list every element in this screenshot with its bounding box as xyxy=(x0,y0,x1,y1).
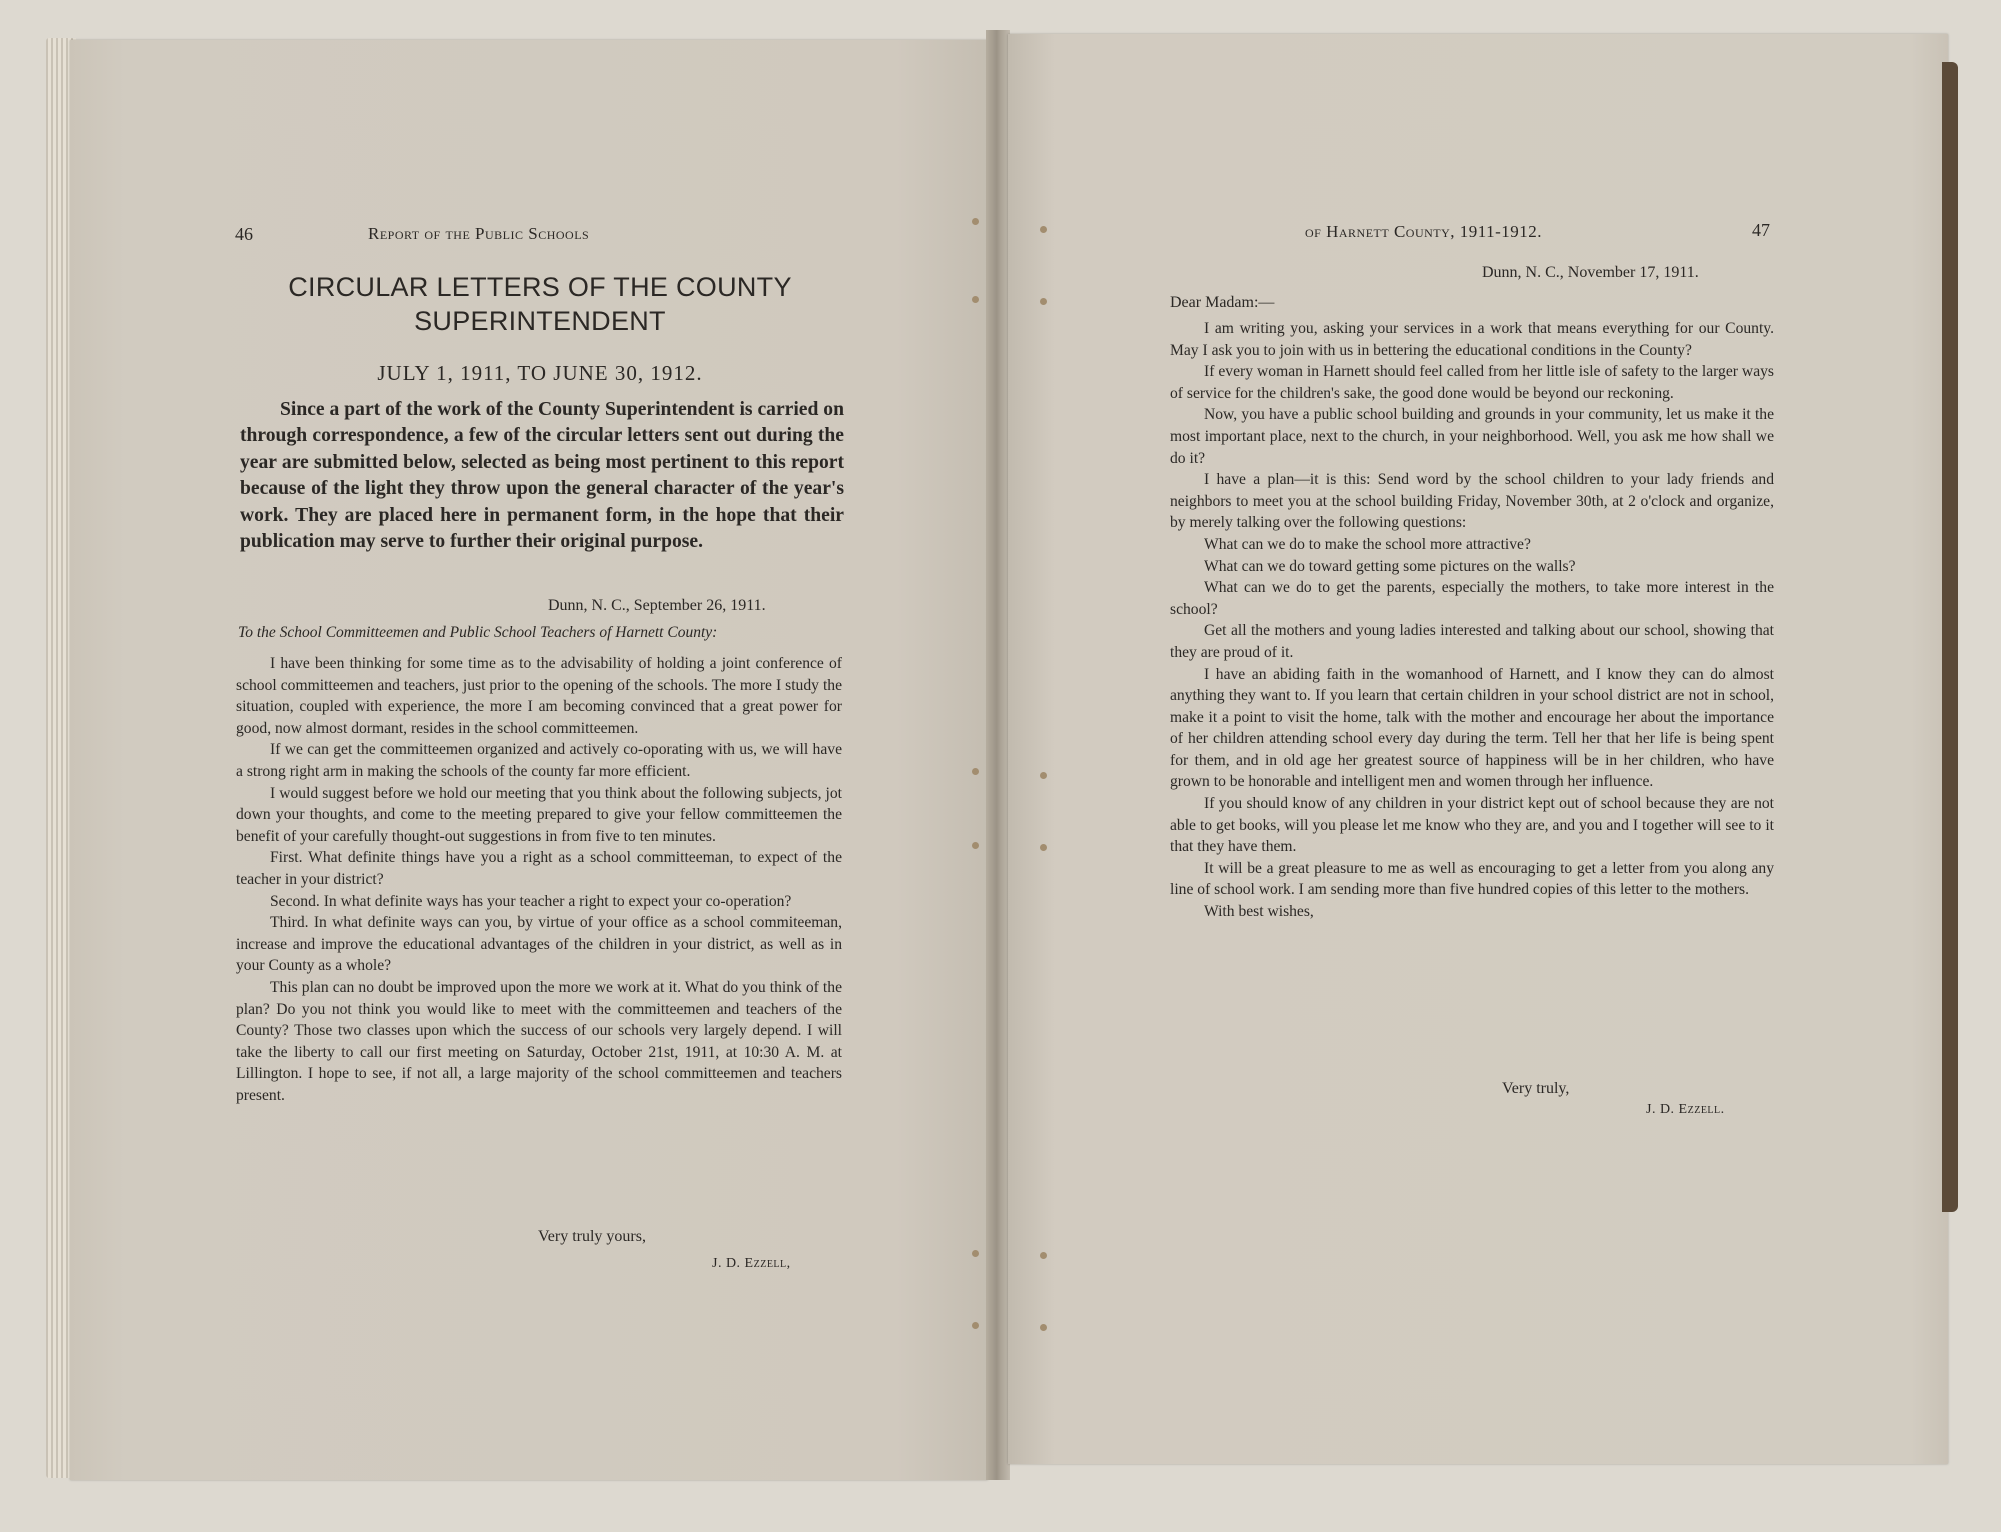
title-line-2: SUPERINTENDENT xyxy=(414,306,666,336)
right-paragraph: It will be a great pleasure to me as well as encouraging to get a letter from you along any line of school work. I am sending more than five hundred copies of this letter to the mothers. xyxy=(1170,859,1774,899)
intro-paragraph: Since a part of the work of the County Superintendent is carried on through correspondence, a few of the circular letters sent out during the year are submitted below, selected as being most pertinent to this report because of the light they throw upon the general character of the year's work. They are placed here in permanent form, in the hope that their publication may serve to further their original purpose. xyxy=(240,399,844,553)
right-dateline: Dunn, N. C., November 17, 1911. xyxy=(1482,264,1699,281)
left-paragraph: If we can get the committeemen organized and actively co-oporating with us, we will have a strong right arm in making the schools of the county far more efficient. xyxy=(236,741,842,780)
left-paragraph: First. What definite things have you a right as a school committeeman, to expect of the teacher in your district? xyxy=(236,849,842,888)
left-paragraph: This plan can no doubt be improved upon the more we work at it. What do you think of the plan? Do you not think you would like to meet with the committeemen and teachers of the County? Those two classes upon which the success of our schools very largely depend. I will take the liberty to call our first meeting on Saturday, October 21st, 1911, at 10:30 A. M. at Lillington. I hope to see, if not all, a large majority of the school committeemen and teachers present. xyxy=(236,978,842,1104)
left-addressee: To the School Committeemen and Public School Teachers of Harnett County: xyxy=(238,624,718,641)
binding-hole xyxy=(972,1250,979,1257)
right-salutation: Dear Madam:— xyxy=(1170,294,1275,311)
page-title xyxy=(240,270,840,338)
back-cover-edge xyxy=(1942,62,1958,1212)
left-running-head: Report of the Public Schools xyxy=(368,224,590,243)
binding-hole xyxy=(1040,772,1047,779)
left-paragraph: Second. In what definite ways has your teacher a right to expect your co-operation? xyxy=(270,892,792,910)
left-dateline: Dunn, N. C., September 26, 1911. xyxy=(548,597,766,614)
right-paragraph: I have an abiding faith in the womanhood of Harnett, and I know they can do almost anything they want to. If you learn that certain children in your school district are not in school, make it a point to visit the home, talk with the mother and encourage her about the importance of her children attending school every day during the term. Tell her that her life is being spent for them, and in old age her greatest source of happiness will be in her children, who have grown to be honorable and intelligent men and women through her influence. xyxy=(1170,665,1774,791)
right-closing: Very truly, xyxy=(1502,1080,1570,1097)
right-paragraph: I have a plan—it is this: Send word by the school children to your lady friends and neighbors to meet you at the school building Friday, November 30th, at 2 o'clock and organize, by merely talking over the following questions: xyxy=(1170,471,1774,532)
binding-hole xyxy=(972,1322,979,1329)
right-page-number: 47 xyxy=(1752,220,1770,240)
binding-hole xyxy=(972,768,979,775)
right-paragraph: What can we do to make the school more attractive? xyxy=(1204,535,1531,553)
left-signature: J. D. Ezzell, xyxy=(712,1256,791,1271)
left-letter-body xyxy=(236,653,842,1106)
left-paragraph: I have been thinking for some time as to the advisability of holding a joint conference of school committeemen and teachers, just prior to the opening of the schools. The more I study the situation, coupled with experience, the more I am becoming convinced that a great power for good, now almost dormant, resides in the school committeemen. xyxy=(236,655,842,737)
binding-hole xyxy=(972,296,979,303)
left-closing: Very truly yours, xyxy=(538,1228,646,1245)
binding-hole xyxy=(1040,844,1047,851)
left-paragraph: Third. In what definite ways can you, by virtue of your office as a school commiteeman, increase and improve the educational advantages of the children in your district, as well as in your County as a whole? xyxy=(236,914,842,975)
binding-hole xyxy=(972,218,979,225)
right-paragraph: If you should know of any children in your district kept out of school because they are not able to get books, will you please let me know who they are, and you and I together will see to it that they have them. xyxy=(1170,795,1774,856)
title-line-1: CIRCULAR LETTERS OF THE COUNTY xyxy=(288,272,792,302)
right-paragraph: With best wishes, xyxy=(1204,903,1314,921)
binding-hole xyxy=(1040,298,1047,305)
right-paragraph: What can we do to get the parents, especially the mothers, to take more interest in the school? xyxy=(1170,579,1774,618)
binding-hole xyxy=(1040,226,1047,233)
right-paragraph: If every woman in Harnett should feel called from her little isle of safety to the larger ways of service for the children's sake, the good done would be beyond our reckoning. xyxy=(1170,363,1774,402)
left-paragraph: I would suggest before we hold our meeting that you think about the following subjects, jot down your thoughts, and come to the meeting prepared to give your fellow committeemen the benefit of your carefully thought-out suggestions in from five to ten minutes. xyxy=(236,784,842,845)
left-page-number: 46 xyxy=(235,224,253,244)
right-signature: J. D. Ezzell. xyxy=(1646,1102,1725,1117)
right-paragraph: I am writing you, asking your services in a work that means everything for our County. May I ask you to join with us in bettering the educational conditions in the County? xyxy=(1170,320,1774,359)
binding-hole xyxy=(972,842,979,849)
book-gutter xyxy=(986,30,1010,1480)
binding-hole xyxy=(1040,1324,1047,1331)
page-subtitle: JULY 1, 1911, TO JUNE 30, 1912. xyxy=(377,361,703,385)
right-paragraph: What can we do toward getting some pictures on the walls? xyxy=(1204,557,1576,575)
right-paragraph: Get all the mothers and young ladies interested and talking about our school, showing that they are proud of it. xyxy=(1170,622,1774,661)
right-paragraph: Now, you have a public school building and grounds in your community, let us make it the most important place, next to the church, in your neighborhood. Well, you ask me how shall we do it? xyxy=(1170,406,1774,467)
right-running-head: of Harnett County, 1911-1912. xyxy=(1305,222,1543,241)
right-letter-body xyxy=(1170,318,1774,923)
binding-hole xyxy=(1040,1252,1047,1259)
